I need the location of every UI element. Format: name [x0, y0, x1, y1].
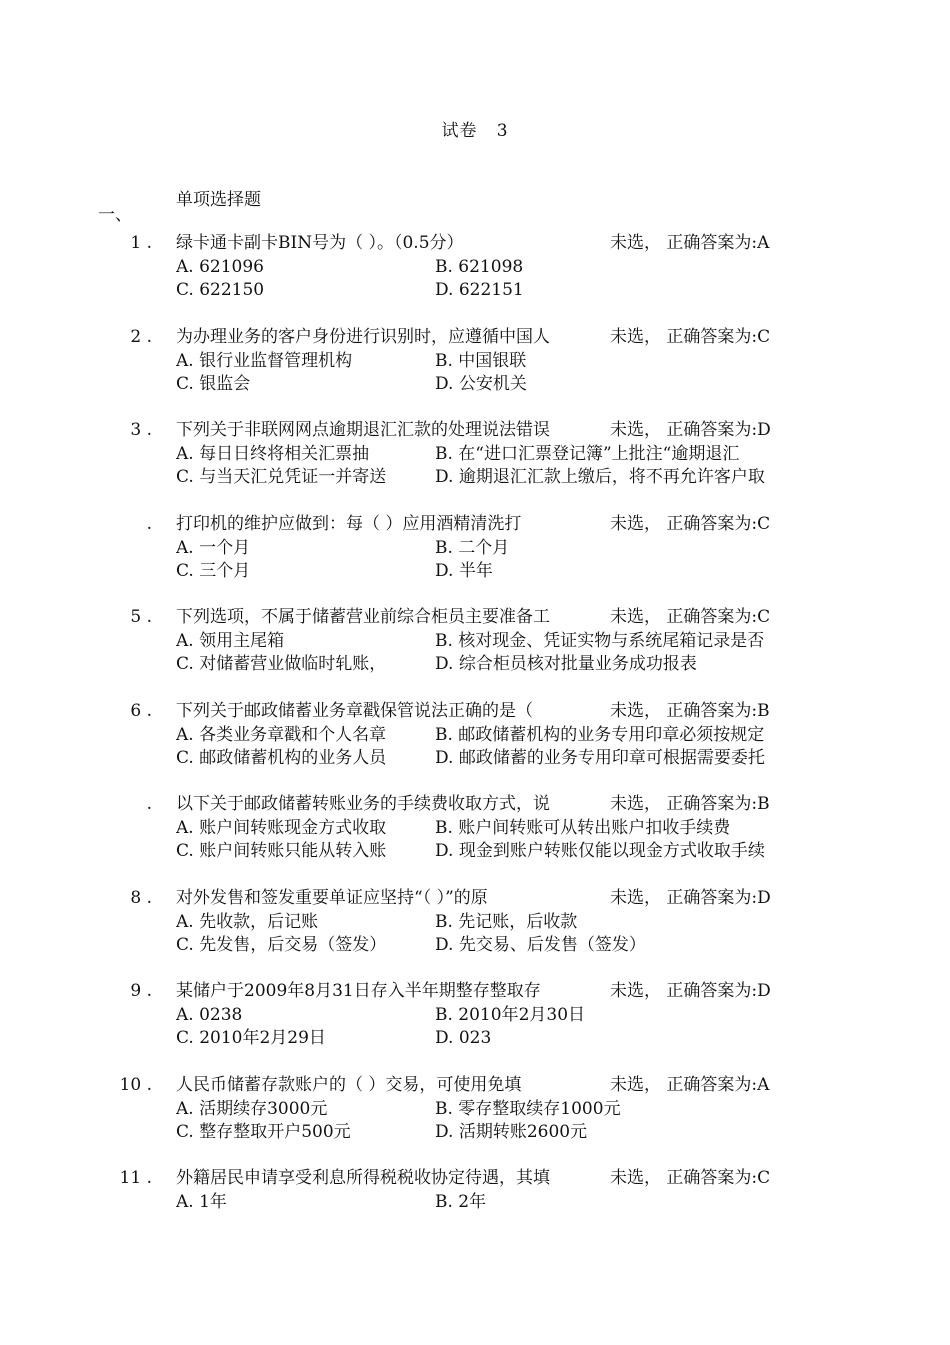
option-c[interactable]: C. 对储蓄营业做临时轧账，: [176, 654, 387, 674]
option-c[interactable]: C. 622150: [176, 280, 265, 300]
option-b[interactable]: B. 二个月: [435, 537, 510, 558]
answer-status: 未选， 正确答案为:C: [610, 326, 771, 347]
option-a[interactable]: A. 各类业务章戳和个人名章: [176, 724, 387, 745]
answer-status: 未选， 正确答案为:B: [610, 794, 770, 814]
option-c[interactable]: C. 2010年2月29日: [176, 1028, 326, 1048]
option-c[interactable]: C. 银监会: [176, 373, 251, 394]
question-item: [0, 792, 950, 886]
answer-status: 未选， 正确答案为:A: [610, 1074, 770, 1095]
answer-status: 未选， 正确答案为:D: [610, 981, 771, 1001]
question-text: 下列选项，不属于储蓄营业前综合柜员主要准备工: [176, 607, 550, 627]
option-a[interactable]: A. 每日日终将相关汇票抽: [176, 444, 370, 464]
question-text: 以下关于邮政储蓄转账业务的手续费收取方式，说: [176, 794, 550, 814]
answer-status: 未选， 正确答案为:D: [610, 887, 771, 908]
question-number: .: [146, 794, 152, 814]
option-b[interactable]: B. 先记账，后收款: [435, 911, 578, 932]
question-item: [0, 1166, 950, 1260]
option-a[interactable]: A. 1年: [176, 1192, 227, 1212]
option-a[interactable]: A. 一个月: [176, 537, 251, 558]
answer-status: 未选， 正确答案为:D: [610, 420, 771, 440]
option-d[interactable]: D. 622151: [435, 280, 524, 300]
question-text: 下列关于非联网网点逾期退汇汇款的处理说法错误: [176, 420, 550, 440]
option-b[interactable]: B. 中国银联: [435, 350, 527, 371]
option-b[interactable]: B. 2年: [435, 1192, 487, 1212]
question-item: [0, 231, 950, 325]
question-number: 10 .: [119, 1074, 152, 1095]
question-text: 为办理业务的客户身份进行识别时，应遵循中国人: [176, 326, 550, 347]
option-b[interactable]: B. 在“进口汇票登记簿”上批注“逾期退汇: [435, 444, 740, 464]
question-item: [0, 699, 950, 793]
option-b[interactable]: B. 邮政储蓄机构的业务专用印章必须按规定: [435, 724, 765, 745]
answer-status: 未选， 正确答案为:C: [610, 513, 771, 534]
question-text: 下列关于邮政储蓄业务章戳保管说法正确的是（: [176, 700, 533, 721]
option-a[interactable]: A. 0238: [176, 1005, 243, 1025]
question-number: 2 .: [130, 326, 152, 347]
option-b[interactable]: B. 2010年2月30日: [435, 1005, 586, 1025]
option-d[interactable]: D. 逾期退汇汇款上缴后，将不再允许客户取: [435, 467, 765, 487]
option-a[interactable]: A. 活期续存3000元: [176, 1098, 328, 1119]
option-c[interactable]: C. 整存整取开户500元: [176, 1121, 351, 1142]
question-item: [0, 979, 950, 1073]
option-d[interactable]: D. 023: [435, 1028, 492, 1048]
option-a[interactable]: A. 先收款，后记账: [176, 911, 319, 932]
question-number: 3 .: [130, 420, 152, 440]
question-number: 6 .: [130, 700, 152, 721]
option-d[interactable]: D. 半年: [435, 560, 493, 581]
option-a[interactable]: A. 621096: [176, 257, 264, 277]
section-number: 一、: [98, 205, 132, 225]
question-text: 打印机的维护应做到：每（ ）应用酒精清洗打: [176, 513, 522, 534]
option-b[interactable]: B. 零存整取续存1000元: [435, 1098, 621, 1119]
question-item: [0, 418, 950, 512]
question-item: [0, 512, 950, 606]
answer-status: 未选， 正确答案为:A: [610, 233, 770, 253]
question-number: 8 .: [130, 887, 152, 908]
option-c[interactable]: C. 三个月: [176, 560, 251, 581]
question-text: 对外发售和签发重要单证应坚持“（ ）”的原: [176, 887, 488, 908]
answer-status: 未选， 正确答案为:C: [610, 1168, 771, 1188]
question-list: [0, 231, 950, 1260]
section-title: 单项选择题: [176, 190, 261, 210]
question-number: 9 .: [130, 981, 152, 1001]
question-item: [0, 605, 950, 699]
option-d[interactable]: D. 公安机关: [435, 373, 527, 394]
option-b[interactable]: B. 核对现金、凭证实物与系统尾箱记录是否: [435, 631, 765, 651]
question-number: 1 .: [130, 233, 152, 253]
question-text: 某储户于2009年8月31日存入半年期整存整取存: [176, 981, 541, 1001]
option-c[interactable]: C. 账户间转账只能从转入账: [176, 841, 387, 861]
option-c[interactable]: C. 与当天汇兑凭证一并寄送: [176, 467, 387, 487]
option-b[interactable]: B. 621098: [435, 257, 524, 277]
option-d[interactable]: D. 邮政储蓄的业务专用印章可根据需要委托: [435, 747, 765, 768]
option-a[interactable]: A. 领用主尾箱: [176, 631, 285, 651]
option-d[interactable]: D. 现金到账户转账仅能以现金方式收取手续: [435, 841, 765, 861]
question-number: .: [146, 513, 152, 534]
option-a[interactable]: A. 银行业监督管理机构: [176, 350, 353, 371]
question-text: 绿卡通卡副卡BIN号为（ ）。（0.5分）: [176, 233, 464, 253]
answer-status: 未选， 正确答案为:C: [610, 607, 771, 627]
question-item: [0, 886, 950, 980]
option-d[interactable]: D. 活期转账2600元: [435, 1121, 588, 1142]
question-text: 外籍居民申请享受利息所得税税收协定待遇，其填: [176, 1168, 550, 1188]
exam-title: 试卷 3: [441, 121, 509, 141]
option-c[interactable]: C. 邮政储蓄机构的业务人员: [176, 747, 387, 768]
question-item: [0, 1073, 950, 1167]
option-d[interactable]: D. 先交易、后发售（签发）: [435, 934, 646, 955]
question-number: 5 .: [130, 607, 152, 627]
question-item: [0, 325, 950, 419]
question-text: 人民币储蓄存款账户的（ ）交易，可使用免填: [176, 1074, 522, 1095]
option-d[interactable]: D. 综合柜员核对批量业务成功报表: [435, 654, 697, 674]
option-c[interactable]: C. 先发售，后交易（签发）: [176, 934, 387, 955]
question-number: 11 .: [119, 1168, 152, 1188]
option-a[interactable]: A. 账户间转账现金方式收取: [176, 818, 387, 838]
answer-status: 未选， 正确答案为:B: [610, 700, 770, 721]
option-b[interactable]: B. 账户间转账可从转出账户扣收手续费: [435, 818, 731, 838]
